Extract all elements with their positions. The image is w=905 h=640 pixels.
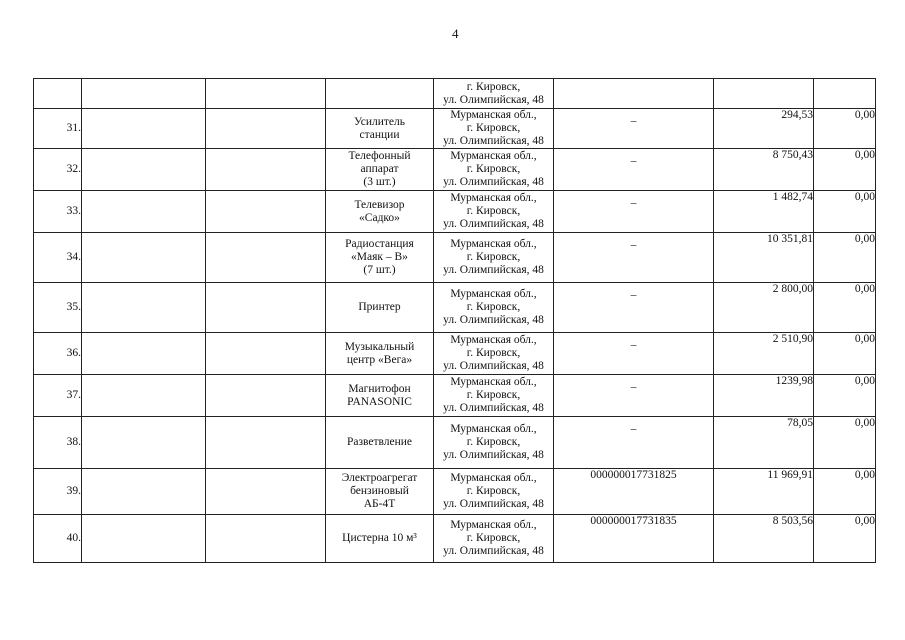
cell-blank — [82, 79, 206, 109]
cell-number: 34. — [34, 233, 82, 283]
cell-blank — [82, 191, 206, 233]
cell-inventory — [554, 149, 714, 191]
cell-name: Цистерна 10 м³ — [326, 515, 434, 563]
cell-number — [34, 79, 82, 109]
cell-cost: 294,53 — [714, 109, 814, 149]
cell-address: г. Кировск, ул. Олимпийская, 48 — [434, 79, 554, 109]
cell-number: 32. — [34, 149, 82, 191]
cell-depreciation: 0,00 — [814, 469, 876, 515]
cell-inventory — [554, 375, 714, 417]
cell-name — [326, 79, 434, 109]
cell-blank — [82, 333, 206, 375]
table-row — [34, 515, 876, 563]
table-row — [34, 469, 876, 515]
inventory-value: – — [630, 239, 637, 251]
cell-depreciation: 0,00 — [814, 417, 876, 469]
cell-address: Мурманская обл., г. Кировск, ул. Олимпийская, 48 — [434, 375, 554, 417]
cell-inventory — [554, 333, 714, 375]
table-row — [34, 417, 876, 469]
cell-number: 38. — [34, 417, 82, 469]
cell-number: 31. — [34, 109, 82, 149]
table-row — [34, 283, 876, 333]
cell-cost: 8 503,56 — [714, 515, 814, 563]
cell-inventory — [554, 191, 714, 233]
cell-cost: 10 351,81 — [714, 233, 814, 283]
cell-address: Мурманская обл., г. Кировск, ул. Олимпийская, 48 — [434, 469, 554, 515]
table-row — [34, 333, 876, 375]
cell-cost: 1239,98 — [714, 375, 814, 417]
cell-number: 36. — [34, 333, 82, 375]
cell-depreciation: 0,00 — [814, 375, 876, 417]
cell-number: 35. — [34, 283, 82, 333]
inventory-value: – — [630, 423, 637, 435]
property-register-table — [33, 78, 876, 563]
cell-depreciation: 0,00 — [814, 283, 876, 333]
cell-blank — [206, 333, 326, 375]
cell-inventory — [554, 417, 714, 469]
cell-name: Усилитель станции — [326, 109, 434, 149]
inventory-value: – — [630, 339, 637, 351]
cell-blank — [82, 417, 206, 469]
cell-inventory — [554, 283, 714, 333]
cell-blank — [206, 417, 326, 469]
cell-cost: 2 800,00 — [714, 283, 814, 333]
cell-depreciation — [814, 79, 876, 109]
cell-blank — [206, 149, 326, 191]
cell-cost: 78,05 — [714, 417, 814, 469]
cell-blank — [206, 79, 326, 109]
inventory-value: – — [630, 155, 637, 167]
cell-depreciation: 0,00 — [814, 233, 876, 283]
table-row — [34, 149, 876, 191]
cell-inventory — [554, 233, 714, 283]
cell-address: Мурманская обл., г. Кировск, ул. Олимпийская, 48 — [434, 333, 554, 375]
cell-blank — [206, 515, 326, 563]
cell-depreciation: 0,00 — [814, 191, 876, 233]
cell-name: Принтер — [326, 283, 434, 333]
cell-address: Мурманская обл., г. Кировск, ул. Олимпийская, 48 — [434, 283, 554, 333]
page-number: 4 — [452, 26, 459, 41]
cell-number: 39. — [34, 469, 82, 515]
cell-blank — [206, 469, 326, 515]
cell-inventory: 000000017731835 — [554, 515, 714, 563]
cell-cost: 1 482,74 — [714, 191, 814, 233]
inventory-value: – — [630, 197, 637, 209]
cell-number: 40. — [34, 515, 82, 563]
cell-blank — [82, 109, 206, 149]
cell-depreciation: 0,00 — [814, 333, 876, 375]
cell-name: Телефонный аппарат (3 шт.) — [326, 149, 434, 191]
cell-cost: 8 750,43 — [714, 149, 814, 191]
cell-depreciation: 0,00 — [814, 149, 876, 191]
table-row — [34, 191, 876, 233]
cell-address: Мурманская обл., г. Кировск, ул. Олимпийская, 48 — [434, 149, 554, 191]
cell-name: Разветвление — [326, 417, 434, 469]
cell-blank — [82, 469, 206, 515]
cell-blank — [82, 375, 206, 417]
cell-name: Музыкальный центр «Вега» — [326, 333, 434, 375]
cell-number: 33. — [34, 191, 82, 233]
cell-name: Телевизор «Садко» — [326, 191, 434, 233]
cell-depreciation: 0,00 — [814, 515, 876, 563]
cell-address: Мурманская обл., г. Кировск, ул. Олимпийская, 48 — [434, 191, 554, 233]
cell-cost: 2 510,90 — [714, 333, 814, 375]
cell-blank — [82, 149, 206, 191]
cell-name: Магнитофон PANASONIC — [326, 375, 434, 417]
cell-blank — [206, 191, 326, 233]
cell-cost — [714, 79, 814, 109]
table-row — [34, 233, 876, 283]
cell-number: 37. — [34, 375, 82, 417]
cell-address: Мурманская обл., г. Кировск, ул. Олимпийская, 48 — [434, 109, 554, 149]
cell-depreciation: 0,00 — [814, 109, 876, 149]
cell-inventory: 000000017731825 — [554, 469, 714, 515]
inventory-value: – — [630, 289, 637, 301]
cell-inventory — [554, 109, 714, 149]
cell-blank — [82, 515, 206, 563]
cell-address: Мурманская обл., г. Кировск, ул. Олимпийская, 48 — [434, 417, 554, 469]
inventory-value: – — [630, 381, 637, 393]
table-row — [34, 375, 876, 417]
inventory-value: – — [630, 115, 637, 127]
cell-blank — [206, 375, 326, 417]
table-row — [34, 79, 876, 109]
cell-name: Электроагрегат бензиновый АБ-4Т — [326, 469, 434, 515]
table-row — [34, 109, 876, 149]
cell-blank — [206, 109, 326, 149]
cell-address: Мурманская обл., г. Кировск, ул. Олимпийская, 48 — [434, 515, 554, 563]
cell-blank — [82, 233, 206, 283]
cell-blank — [82, 283, 206, 333]
cell-inventory — [554, 79, 714, 109]
cell-cost: 11 969,91 — [714, 469, 814, 515]
cell-blank — [206, 233, 326, 283]
cell-name: Радиостанция «Маяк – В» (7 шт.) — [326, 233, 434, 283]
cell-blank — [206, 283, 326, 333]
cell-address: Мурманская обл., г. Кировск, ул. Олимпийская, 48 — [434, 233, 554, 283]
